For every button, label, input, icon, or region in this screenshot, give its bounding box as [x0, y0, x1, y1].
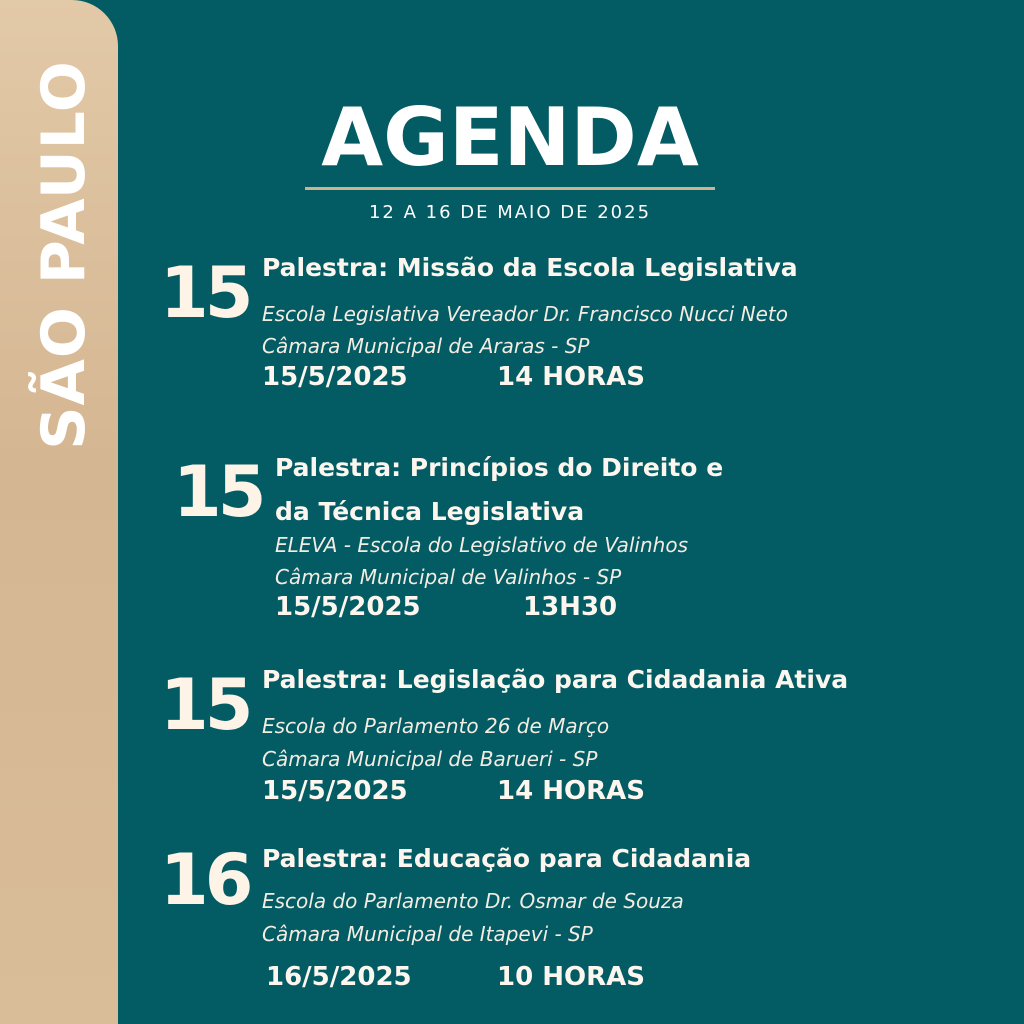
- event-chamber: Câmara Municipal de Barueri - SP: [262, 747, 598, 771]
- event-school: Escola do Parlamento 26 de Março: [262, 714, 610, 738]
- event-day: 15: [160, 664, 250, 746]
- event-school: ELEVA - Escola do Legislativo de Valinhos: [275, 533, 688, 557]
- event-chamber: Câmara Municipal de Araras - SP: [262, 334, 590, 358]
- event-title: Palestra: Educação para Cidadania: [262, 844, 752, 873]
- page-title: AGENDA: [321, 91, 699, 184]
- event-title-line-2: da Técnica Legislativa: [275, 497, 585, 526]
- event-school: Escola do Parlamento Dr. Osmar de Souza: [262, 889, 684, 913]
- event-day: 16: [160, 839, 250, 921]
- event-title: Palestra: Missão da Escola Legislativa: [262, 253, 798, 282]
- event-chamber: Câmara Municipal de Valinhos - SP: [275, 565, 622, 589]
- event-date: 15/5/2025: [275, 592, 421, 622]
- region-label: SÃO PAULO: [29, 60, 99, 450]
- event-time: 10 HORAS: [497, 962, 645, 992]
- date-range-subtitle: 12 A 16 DE MAIO DE 2025: [368, 202, 652, 223]
- event-school: Escola Legislativa Vereador Dr. Francisco Nucci Neto: [262, 302, 788, 326]
- event-chamber: Câmara Municipal de Itapevi - SP: [262, 922, 593, 946]
- event-day: 15: [160, 252, 250, 334]
- event-day: 15: [173, 451, 263, 533]
- event-date: 16/5/2025: [266, 962, 412, 992]
- event-time: 13H30: [523, 592, 618, 622]
- event-date: 15/5/2025: [262, 362, 408, 392]
- event-title: Palestra: Legislação para Cidadania Ativa: [262, 665, 849, 694]
- event-date: 15/5/2025: [262, 776, 408, 806]
- event-time: 14 HORAS: [497, 776, 645, 806]
- title-divider: [305, 187, 715, 190]
- event-title: Palestra: Princípios do Direito e: [275, 453, 724, 482]
- event-time: 14 HORAS: [497, 362, 645, 392]
